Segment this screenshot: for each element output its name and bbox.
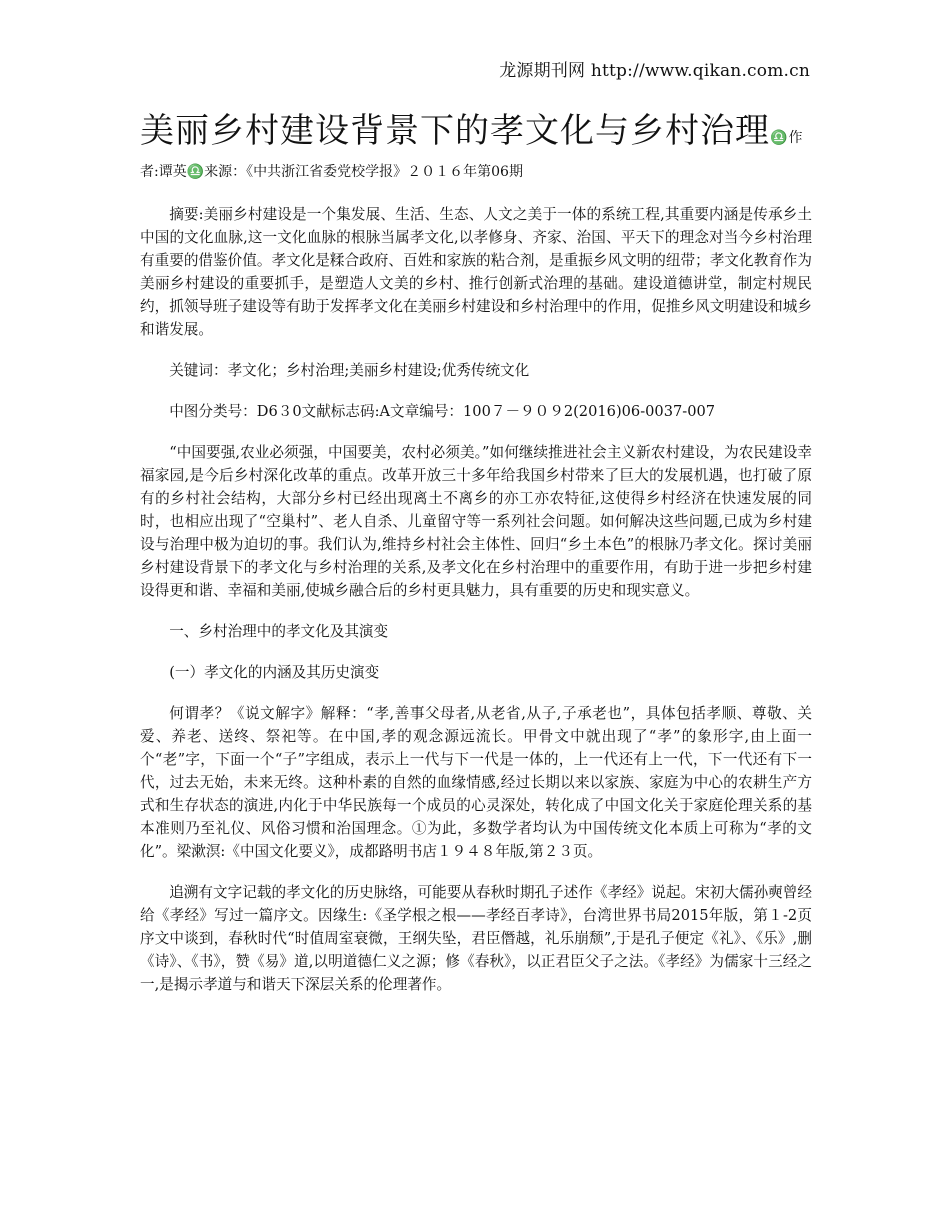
body-paragraph: 追溯有文字记载的孝文化的历史脉络，可能要从春秋时期孔子述作《孝经》说起。宋初大儒孙奭曾经给《孝经》写过一篇序文。因缘生:《圣学根之根——孝经百孝诗》，台湾世界书局2015年版，第１-2页序文中谈到，春秋时代“时值周室衰微，王纲失坠，君臣僭越，礼乐崩颓”,于是孔子便定《礼》、《乐》,删《诗》、《书》，赞《易》道,以明道德仁义之源；修《春秋》，以正君臣父子之法。《孝经》为儒家十三经之一,是揭示孝道与和谐天下深层关系的伦理著作。 [140, 884, 812, 993]
author-label-tail: 作 [788, 130, 804, 146]
site-header: 龙源期刊网 http://www.qikan.com.cn [499, 61, 810, 81]
mark-icon: ♎ [770, 130, 789, 146]
article-title-line [140, 108, 812, 161]
subsection-heading: (一）孝文化的内涵及其历史演变 [169, 664, 380, 681]
keywords-paragraph: 关键词：孝文化；乡村治理;美丽乡村建设;优秀传统文化 [169, 362, 530, 379]
article-meta: 者:谭英♎来源：《中共浙江省委党校学报》２０１６年第06期 [140, 164, 523, 180]
abstract-paragraph: 摘要:美丽乡村建设是一个集发展、生活、生态、人文之美于一体的系统工程,其重要内涵是传承乡土中国的文化血脉,这一文化血脉的根脉当属孝文化,以孝修身、齐家、治国、平天下的理念对当今乡村治理有重要的借鉴价值。孝文化是糅合政府、百姓和家族的粘合剂，是重振乡风文明的纽带；孝文化教育作为美丽乡村建设的重要抓手，是塑造人文美的乡村、推行创新式治理的基础。建设道德讲堂，制定村规民约，抓领导班子建设等有助于发挥孝文化在美丽乡村建设和乡村治理中的作用，促推乡风文明建设和城乡和谐发展。 [140, 206, 812, 338]
classification-paragraph: 中图分类号：D6３0文献标志码:A文章编号：100７－９０９2(2016)06-0037-007 [169, 403, 716, 420]
section-heading: 一、乡村治理中的孝文化及其演变 [169, 623, 389, 640]
article-body [140, 203, 812, 1014]
body-paragraph: “中国要强,农业必须强，中国要美，农村必须美。”如何继续推进社会主义新农村建设，为农民建设幸福家园,是今后乡村深化改革的重点。改革开放三十多年给我国乡村带来了巨大的发展机遇，也打破了原有的乡村社会结构，大部分乡村已经出现离土不离乡的亦工亦农特征,这使得乡村经济在快速发展的同时，也相应出现了“空巢村”、老人自杀、儿童留守等一系列社会问题。如何解决这些问题,已成为乡村建设与治理中极为迫切的事。我们认为,维持乡村社会主体性、回归“乡土本色”的根脉乃孝文化。探讨美丽乡村建设背景下的孝文化与乡村治理的关系,及孝文化在乡村治理中的重要作用，有助于进一步把乡村建设得更和谐、幸福和美丽,使城乡融合后的乡村更具魅力，具有重要的历史和现实意义。 [140, 444, 812, 599]
body-paragraph: 何谓孝？《说文解字》解释：“孝,善事父母者,从老省,从子,子承老也”，具体包括孝顺、尊敬、关爱、养老、送终、祭祀等。在中国,孝的观念源远流长。甲骨文中就出现了“孝”的象形字,由上面一个“老”字，下面一个“子”字组成，表示上一代与下一代是一体的，上一代还有上一代，下一代还有下一代，过去无始，未来无终。这种朴素的自然的血缘情感,经过长期以来以家族、家庭为中心的农耕生产方式和生存状态的演进,内化于中华民族每一个成员的心灵深处，转化成了中国文化关于家庭伦理关系的基本准则乃至礼仪、风俗习惯和治国理念。①为此，多数学者均认为中国传统文化本质上可称为“孝的文化”。梁漱溟:《中国文化要义》，成都路明书店１９４８年版,第２３页。 [140, 705, 812, 860]
article-title: 美丽乡村建设背景下的孝文化与乡村治理 [140, 111, 770, 151]
title-block [140, 108, 812, 183]
